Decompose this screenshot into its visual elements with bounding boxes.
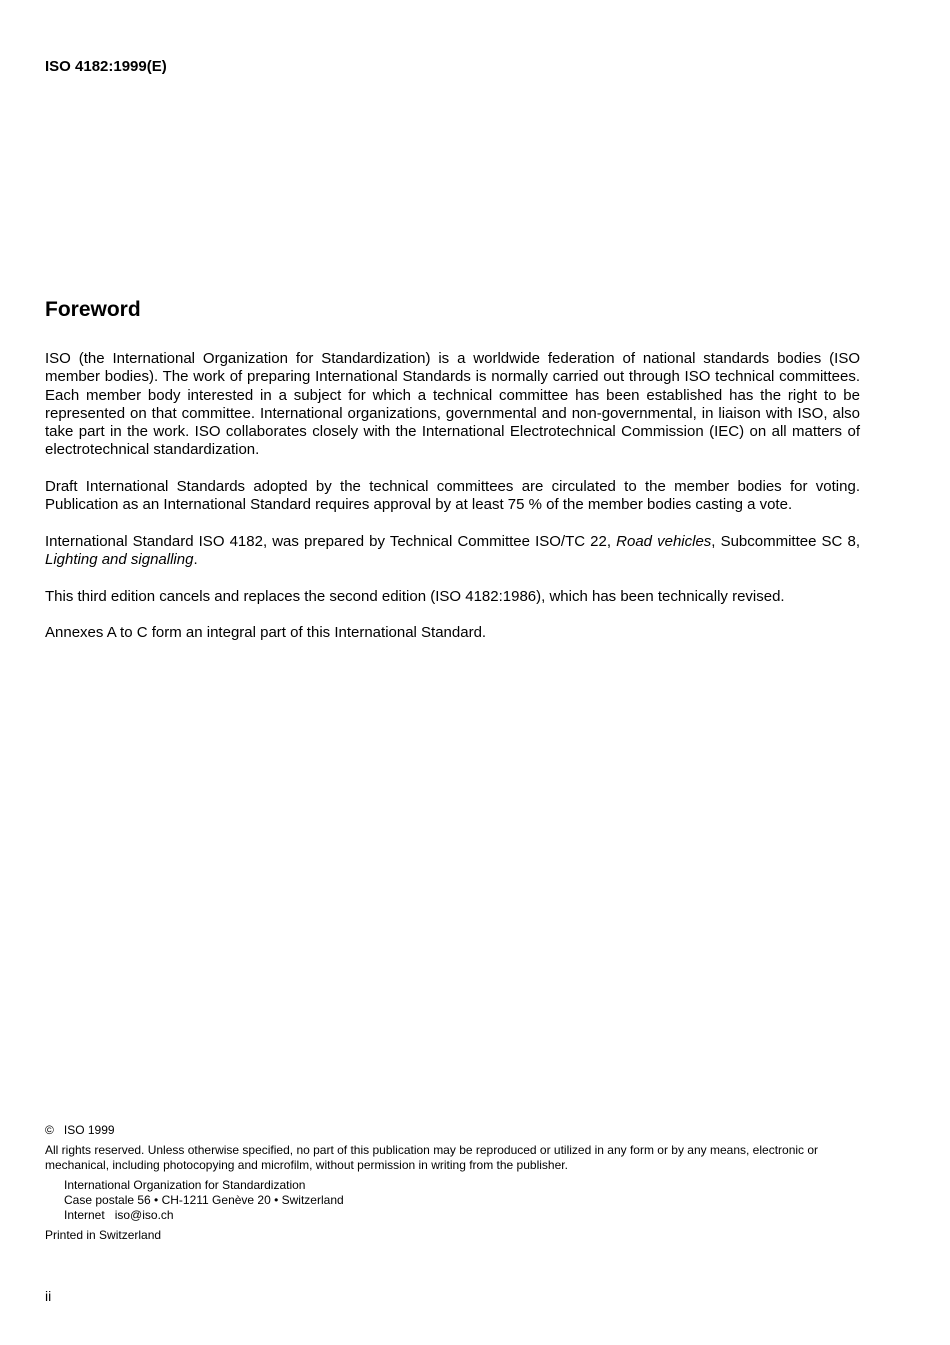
copyright-block [45, 1123, 865, 1243]
publisher-internet [64, 1208, 865, 1223]
copyright-line [45, 1123, 865, 1138]
copyright-year: ISO 1999 [63, 1123, 115, 1137]
p3-text-a: International Standard ISO 4182, was prepared by Technical Committee ISO/TC 22, [45, 532, 617, 550]
foreword-paragraph-2: Draft International Standards adopted by the technical committees are circulated to the member bodies for voting. Publication as an International Standard requires approval by at least 75 % of the member bodies casting a vote. [45, 478, 860, 514]
publisher-postal-address: Case postale 56 • CH-1211 Genève 20 • Switzerland [64, 1193, 344, 1207]
foreword-paragraph-4: This third edition cancels and replaces the second edition (ISO 4182:1986), which has been technically revised. [45, 587, 785, 605]
foreword-body [45, 350, 860, 643]
p3-text-c: , Subcommittee SC 8, [711, 532, 860, 550]
internet-email: iso@iso.ch [114, 1208, 174, 1222]
rights-statement: All rights reserved. Unless otherwise specified, no part of this publication may be reproduced or utilized in any form or by any means, electronic or mechanical, including photocopying and microfilm, without permission in writing from the publisher. [45, 1143, 819, 1172]
publisher-address [45, 1178, 865, 1223]
p3-subcommittee-name: Lighting and signalling [45, 551, 194, 569]
p3-committee-name: Road vehicles [616, 532, 712, 550]
publisher-name: International Organization for Standardization [64, 1178, 306, 1192]
copyright-symbol: © [45, 1123, 54, 1137]
p3-text-e: . [193, 551, 198, 569]
printed-in: Printed in Switzerland [45, 1228, 162, 1242]
foreword-paragraph-5: Annexes A to C form an integral part of this International Standard. [45, 624, 487, 642]
foreword-paragraph-3 [45, 533, 860, 570]
page-number: ii [45, 1288, 52, 1304]
internet-label: Internet [64, 1208, 105, 1222]
foreword-paragraph-1: ISO (the International Organization for Standardization) is a worldwide federation of national standards bodies (ISO member bodies). The work of preparing International Standards is normally carried out through ISO technical committees. Each member body interested in a subject for which a technical committee has been established has the right to be represented on that committee. International organizations, governmental and non-governmental, in liaison with ISO, also take part in the work. ISO collaborates closely with the International Electrotechnical Commission (IEC) on all matters of electrotechnical standardization. [45, 350, 860, 459]
document-id: ISO 4182:1999(E) [45, 58, 167, 75]
foreword-heading: Foreword [45, 298, 141, 321]
